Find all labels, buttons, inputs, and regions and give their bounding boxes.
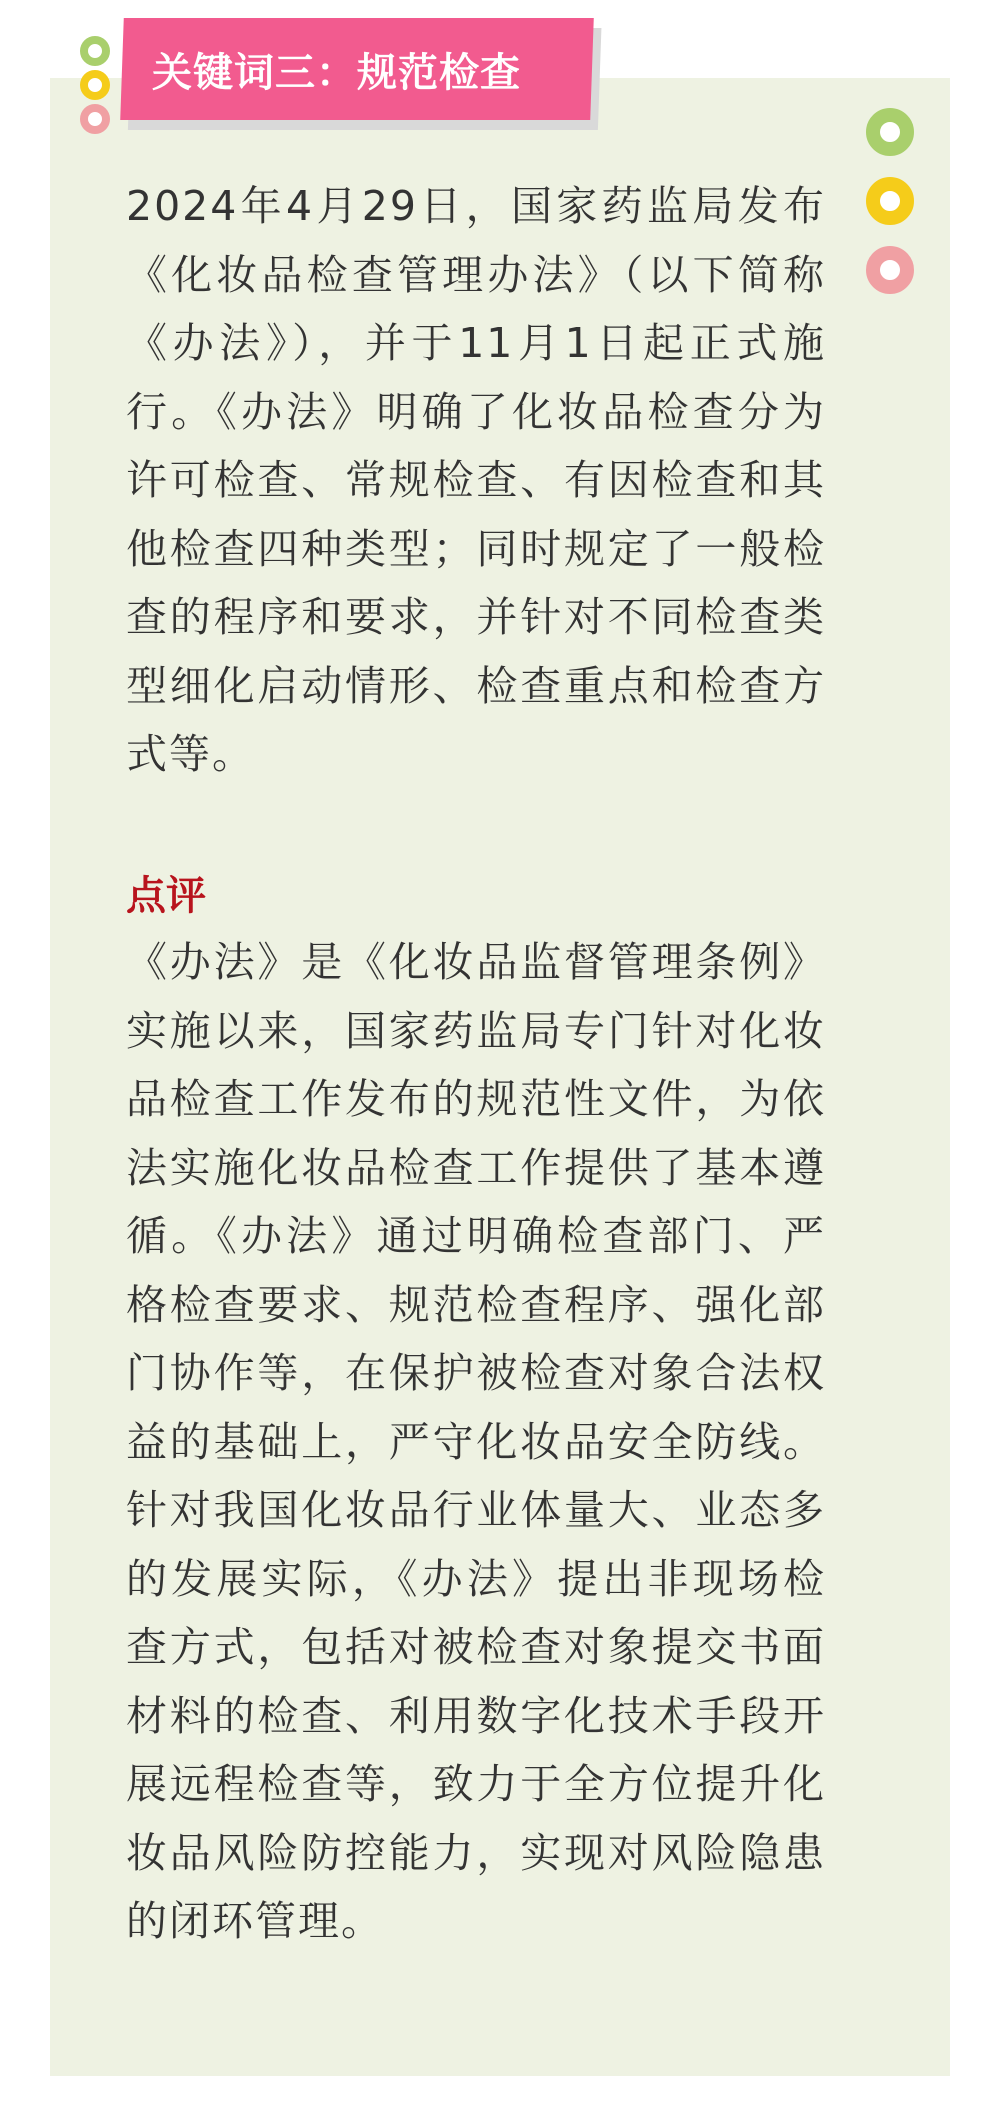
green-ring-icon [866,108,914,156]
comment-paragraph: 《办法》是《化妆品监督管理条例》实施以来，国家药监局专门针对化妆品检查工作发布的规范性文件，为依法实施化妆品检查工作提供了基本遵循。《办法》通过明确检查部门、严格检查要求、规范检查程序、强化部门协作等，在保护被检查对象合法权益的基础上，严守化妆品安全防线。针对我国化妆品行业体量大、业态多的发展实际，《办法》提出非现场检查方式，包括对被检查对象提交书面材料的检查、利用数字化技术手段开展远程检查等，致力于全方位提升化妆品风险防控能力，实现对风险隐患的闭环管理。 [126,938,826,1945]
comment-heading: 点评 [126,873,206,919]
yellow-ring-icon [80,70,110,100]
section-title: 关键词三：规范检查 [152,50,521,96]
pink-ring-icon [866,246,914,294]
pink-ring-icon [80,104,110,134]
news-paragraph: 2024年4月29日，国家药监局发布《化妆品检查管理办法》（以下简称《办法》），并于11月1日起正式施行。《办法》明确了化妆品检查分为许可检查、常规检查、有因检查和其他检查四种类型；同时规定了一般检查的程序和要求，并针对不同检查类型细化启动情形、检查重点和检查方式等。 [126,182,826,778]
green-ring-icon [80,36,110,66]
yellow-ring-icon [866,177,914,225]
